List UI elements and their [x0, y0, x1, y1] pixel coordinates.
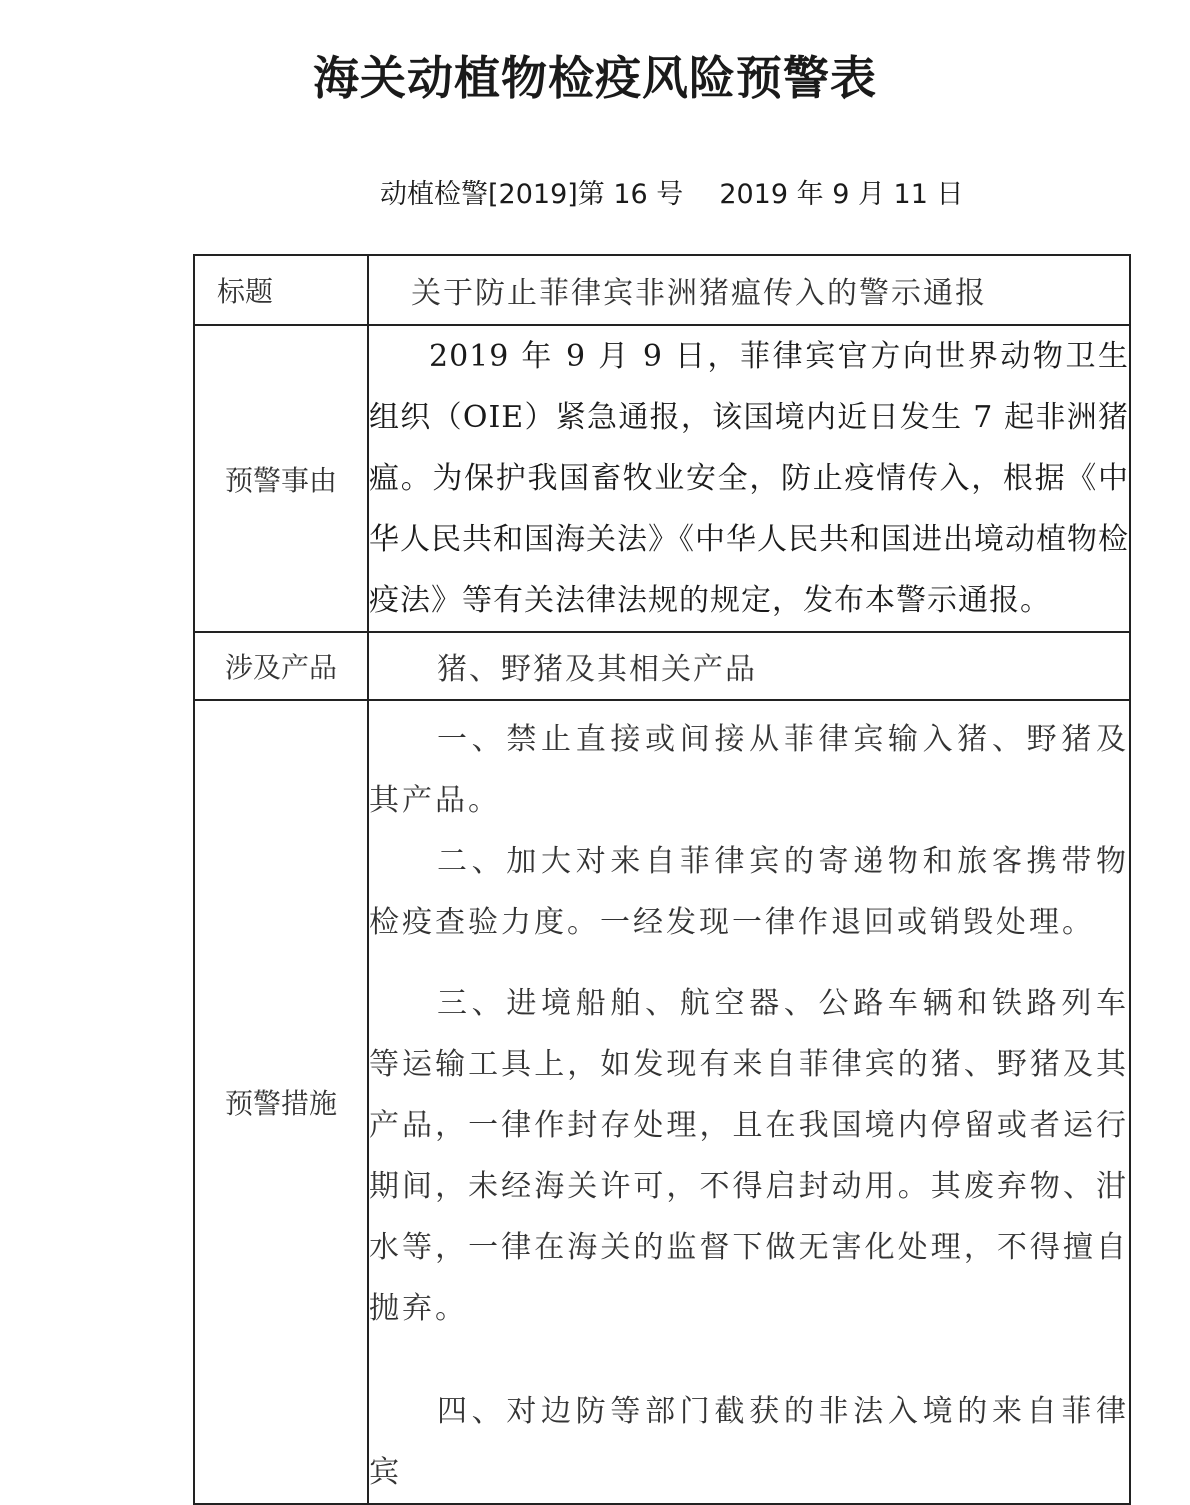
document-subtitle — [380, 172, 963, 211]
table-row-title — [194, 255, 1130, 325]
warning-table — [193, 254, 1131, 1505]
measure-item-3: 三、进境船舶、航空器、公路车辆和铁路列车等运输工具上，如发现有来自菲律宾的猪、野猪及其产品，一律作封存处理，且在我国境内停留或者运行期间，未经海关许可，不得启封动用。其废弃物、泔水等，一律在海关的监督下做无害化处理，不得擅自抛弃。 — [369, 986, 1129, 1326]
doc-date: 2019 年 9 月 11 日 — [719, 179, 964, 210]
title-cell — [368, 255, 1130, 325]
document-title: 海关动植物检疫风险预警表 — [313, 51, 877, 105]
products-value: 猪、野猪及其相关产品 — [437, 652, 757, 687]
table-row-products — [194, 632, 1130, 700]
measure-item-4: 四、对边防等部门截获的非法入境的来自菲律宾 — [369, 1394, 1129, 1490]
measures-cell — [368, 700, 1130, 1504]
doc-number: 动植检警[2019]第 16 号 — [380, 179, 684, 210]
reason-text: 2019 年 9 月 9 日，菲律宾官方向世界动物卫生组织（OIE）紧急通报，该国境内近日发生 7 起非洲猪瘟。为保护我国畜牧业安全，防止疫情传入，根据《中华人民共和国海关法》《中华人民共和国进出境动植物检疫法》等有关法律法规的规定，发布本警示通报。 — [369, 339, 1129, 618]
products-label: 涉及产品 — [194, 632, 368, 700]
reason-label: 预警事由 — [194, 325, 368, 632]
table-row-reason — [194, 325, 1130, 632]
title-value: 关于防止菲律宾非洲猪瘟传入的警示通报 — [411, 276, 987, 311]
reason-cell — [368, 325, 1130, 632]
measure-item-2: 二、加大对来自菲律宾的寄递物和旅客携带物检疫查验力度。一经发现一律作退回或销毁处理。 — [369, 844, 1129, 940]
measures-label: 预警措施 — [194, 700, 368, 1504]
table-row-measures — [194, 700, 1130, 1504]
measure-item-1: 一、禁止直接或间接从菲律宾输入猪、野猪及其产品。 — [369, 722, 1129, 818]
title-label: 标题 — [194, 255, 368, 325]
products-cell — [368, 632, 1130, 700]
